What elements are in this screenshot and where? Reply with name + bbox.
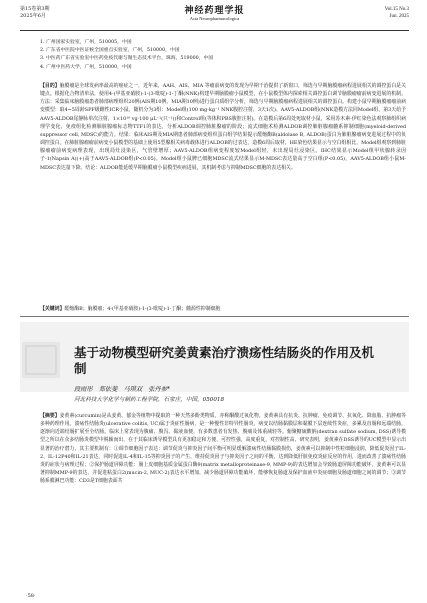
abstract-1-text: 脑膜瘤是全球发病率最高的癌症之一，近年来，AAH、AIS、MIA 等瘤前病变的发现为早期干治提供了新窗口，筛选与早期脑膜瘤病程进展相关的调控蛋白是关键点。根据化合物清单法，使用4-(甲基亚硝胺)-1-(3-吡啶)-1-丁酮(NNK)构建早期脑膜瘤小鼠模型，在小鼠模型体内探索相关调控蛋白调节脑膜瘤瘤前病变进展的机制。方法：采集临床脑膜瘤患者肺部病理组织20例(AIS期10例，MIA期10例)进行蛋白质组学分析，筛选与早期脑膜瘤病程进展相关的调控蛋白。构建小鼠早期脑膜瘤瘤前病变模型：取4~5周龄SPF级雌性ICR小鼠，随机分为3组：Model组(100 mg·kg⁻¹ NNK腹腔注射，3天1次)、AAV5-ALDOB组(NNK造模方法同Model组，第3天给予AAV5-ALDOB尾静脉单次注射，1×10¹⁰ vg·100 μL⁻¹(只⁻¹))和Control组(等体积PBS腹腔注射)。在造模后第6周处死取材小鼠，采用苏木素-伊红染色法观察肺组织病理学变化，免疫组化检测肺脏腺瘤标志物TTF1的表达，分析ALDOB调控肺脏腺瘤的阶段；流式细胞术检测ALDOB调控肺脏腺瘤髓系抑制细胞(myeloid-derived suppressor cell, MDSC)的能力。结果：临床AIS期及MIA期患者肺部病变组织蛋白组学结果提示醛缩酶B(aldolase B, ALDOB)蛋白为肺脏腺瘤病变进展过程中的负调控蛋白。在肺脏腺瘤瘤前病变小鼠模型的基础上使用5型腺相关病毒载体进行ALDOB的过表达，造模6周后取材，HE染色结果显示与空白组相比，Model组观察到肺脏腺瘤瘤前病变病理表现，出现局灶浸染区，气管壁增厚；AAV5-ALDOB组病变程度较Model组轻，未出现局灶浸染区。IHC结果显示Model组甲状腺转录因子-1(Napsin A)(+)高于AAV5-ALDOB组(P<0.05)。Model组小鼠脾已细胞MDSC流式结果显示M-MDSC表达量高于空白组(P<0.05)，AAV5-ALDOB组小鼠M-MDSC表达量下降。结论：ALDOB能延缓早期脑膜瘤小鼠模型疾病进展，其机制考虑与抑制MDSC细胞的表达相关。 <box>40 83 406 171</box>
volume-en: Vol.15 No.3 <box>384 7 409 12</box>
affiliation-item: 4. 广州中医药大学，广州，510000，中国 <box>40 64 132 70</box>
article-affiliation: 河北科技大学化学与制药工程学院，石家庄，中国，050018 <box>74 397 225 403</box>
date-en: Jun. 2025 <box>389 14 409 19</box>
abstract-2-text: 姜黄素(curcumin)是从姜黄、郁金等植物中提取的一种天然多酚类物质，亦称酮酸过氧化物。姜黄素具有抗炎、抗肿瘤、免疫调节、抗氧化、降血脂、抗肿瘤等多种药理作用。溃疡性结肠炎(ulcerative colitis, UC)属于炎症性肠病，是一种慢性非特异性肠炎，病变以结肠黏膜层和黏膜下层连续性炎症，多累及直肠和远端结肠，逐渐向近端结肠扩展至全结肠。临床上常表现为腹痛、腹泻、黏液血便，有多数患者有发热、腹痛及体重减轻等。葡聚糖硫酸钠(dextran sulfate sodium, DSS)诱导模型之所以在众多结肠炎模型中脱颖而出，在于其临床诱导模型具有更加稳定和方便，可控性强，高度重复，对控制性高、研究表明，姜黄素在DSS诱导的UC模型中显示出显著的治疗潜力，其主要机制有：①调节细胞因子表达：调节促炎与抑炎因子间平衡可明显缓解溃疡性结肠黏膜损伤，姜黄素可以抑制中性粒细胞浸润，降低促炎因子IL-2、IL-12P40和IL-21表达，同时促进IL-4和IL-15等抑炎因子的产生，维持促炎因子与抑炎因子之间的平衡，达到降低肝脏免疫炎症反应的作用，进而改善了溃疡性结肠炎的症状与病理过程；②保护肠道屏障功能：肠上皮细胞基质金属蛋白酶9(matrix metalloproteinase-9, MMP-9)的表达增加会导致肠道屏障功能破坏，姜黄素可以显著抑制MMP-9的表达，并促进粘蛋白2(mucin-2, MUC-2)表达水平增加，减少肠道屏障功能破坏，能够恢复肠道及保护血液中炎症细胞及肠道细胞之间的调节；③调节肠系膜淋巴功能：CD3是T细胞表面共 <box>40 413 406 485</box>
affiliation-item: 1. 广州国家实验室，广州，510005，中国 <box>40 40 132 45</box>
journal-title-cn: 神经药理学报 <box>184 6 245 16</box>
section-divider <box>20 316 409 317</box>
header-rule <box>20 30 409 31</box>
article-authors: 段雨彤 郑依斐 马琪双 张丹参* <box>74 386 170 393</box>
abstract-1-label: 【目的】 <box>40 83 60 89</box>
keywords-1 <box>40 305 406 313</box>
page-header <box>20 6 409 30</box>
decorative-icon <box>20 340 62 380</box>
affiliation-item: 3. 中医药广东省实验室中医药免疫代谢与微生态技术平台，珠海，519000，中国 <box>40 56 214 62</box>
abstract-2 <box>40 412 406 485</box>
article-title: 基于动物模型研究姜黄素治疗溃疡性结肠炎的作用及机制 <box>74 345 375 376</box>
header-center <box>20 6 409 22</box>
header-right <box>385 6 409 20</box>
date-cn: 2025年6月 <box>20 13 46 19</box>
affiliation-item: 2. 广东省中医院中医证候全国重点实验室，广州，510000，中国 <box>40 48 180 54</box>
abstract-2-label: 【摘要】 <box>40 413 60 419</box>
abstract-1 <box>40 82 406 172</box>
page-number: ·58· <box>26 593 36 599</box>
issue-cn: 第15卷第3期 <box>20 6 50 12</box>
keywords-1-label: 【关键词】 <box>40 306 65 312</box>
affiliations-list <box>40 39 400 72</box>
journal-title-en: Acta Neuropharmacologica <box>189 16 240 21</box>
keywords-1-text: 醛缩酶B；脑膜瘤；4-(甲基亚硝胺)-1-(3-吡啶)-1-丁酮；髓源性抑制细胞 <box>64 306 221 312</box>
